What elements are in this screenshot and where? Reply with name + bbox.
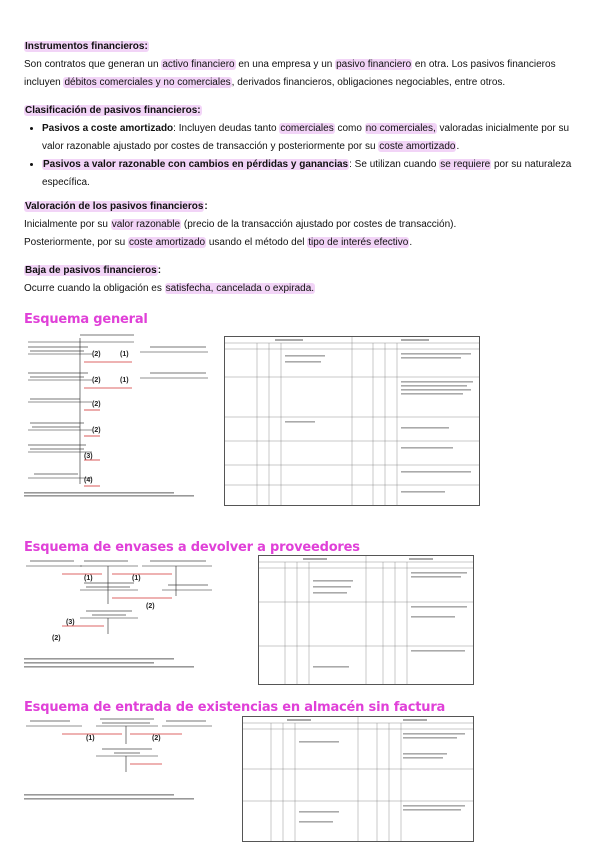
tiny-text-bar — [403, 737, 457, 739]
tiny-text-bar — [92, 614, 126, 616]
text: : Incluyen deudas tanto — [173, 123, 280, 134]
tiny-text-bar — [30, 560, 74, 562]
text: . — [456, 141, 460, 152]
table-lines — [243, 717, 473, 841]
step-number: (2) — [92, 401, 101, 408]
tiny-text-bar — [303, 558, 327, 560]
tiny-text-bar — [401, 491, 445, 493]
tiny-text-bar — [403, 805, 465, 807]
section-title: Baja de pasivos financieros — [25, 265, 157, 276]
step-number: (1) — [86, 735, 95, 742]
tiny-text-bar — [403, 733, 465, 735]
tiny-text-bar — [24, 798, 194, 800]
tiny-text-bar — [403, 719, 427, 721]
section-title: Instrumentos financieros: — [25, 41, 148, 52]
highlight: pasivo financiero — [336, 59, 412, 70]
tiny-text-bar — [401, 385, 467, 387]
section-instrumentos — [24, 38, 576, 92]
text: valoradas inicialmente por su valor razonable ajustado por costes de transacción y posteriormente por su — [42, 123, 570, 152]
tiny-text-bar — [168, 584, 208, 586]
bold-text: Pasivos a coste amortizado — [42, 123, 174, 134]
tiny-text-bar — [86, 610, 132, 612]
tiny-text-bar — [411, 572, 467, 574]
tiny-text-bar — [411, 576, 461, 578]
step-number: (2) — [92, 377, 101, 384]
section-title: Valoración de los pasivos financieros — [25, 201, 204, 212]
text: como — [334, 123, 365, 134]
text: (precio de la transacción ajustado por costes de transacción). — [181, 219, 457, 230]
tiny-text-bar — [24, 495, 194, 497]
tiny-text-bar — [313, 586, 351, 588]
tiny-text-bar — [150, 560, 206, 562]
text: , derivados financieros, obligaciones negociables, entre otros. — [231, 77, 506, 88]
step-number: (2) — [92, 351, 101, 358]
highlight: valor razonable — [111, 219, 181, 230]
tiny-text-bar — [313, 592, 347, 594]
text: Inicialmente por su — [24, 219, 111, 230]
list-item — [42, 120, 576, 156]
tiny-text-bar — [30, 398, 80, 400]
tiny-text-bar — [403, 809, 461, 811]
step-number: (4) — [84, 477, 93, 484]
text: en otra. Los pasivos financieros — [412, 59, 556, 70]
step-number: (1) — [120, 351, 129, 358]
text: por su naturaleza específica. — [42, 159, 572, 188]
highlight: coste amortizado — [379, 141, 456, 152]
text: : — [157, 265, 162, 276]
tiny-text-bar — [30, 350, 84, 352]
tiny-text-bar — [28, 346, 88, 348]
accounting-table — [242, 716, 474, 842]
scheme-title: Esquema de entrada de existencias en almacén sin factura — [24, 700, 446, 715]
tiny-text-bar — [24, 666, 194, 668]
section-baja — [24, 262, 576, 298]
tiny-text-bar — [84, 582, 134, 584]
tiny-text-bar — [401, 353, 471, 355]
tiny-text-bar — [401, 471, 471, 473]
text: : — [204, 201, 208, 212]
tiny-text-bar — [403, 757, 443, 759]
scheme-diagram — [22, 556, 222, 686]
highlight: tipo de interés efectivo — [308, 237, 409, 248]
tiny-text-bar — [30, 376, 84, 378]
tiny-text-bar — [34, 473, 78, 475]
text: . — [409, 237, 413, 248]
tiny-text-bar — [28, 372, 88, 374]
tiny-text-bar — [150, 346, 206, 348]
scheme-diagram — [22, 716, 222, 826]
tiny-text-bar — [411, 650, 465, 652]
tiny-text-bar — [114, 752, 140, 754]
tiny-text-bar — [84, 560, 128, 562]
text: Ocurre cuando la obligación es — [24, 283, 165, 294]
tiny-text-bar — [275, 339, 303, 341]
highlight: coste amortizado — [128, 237, 206, 248]
tiny-text-bar — [409, 558, 433, 560]
bold-text: Pasivos a valor razonable con cambios en pérdidas y ganancias — [43, 159, 349, 170]
tiny-text-bar — [102, 722, 150, 724]
tiny-text-bar — [401, 339, 429, 341]
tiny-text-bar — [401, 389, 471, 391]
text: en una empresa y un — [235, 59, 336, 70]
step-number: (2) — [52, 635, 61, 642]
tiny-text-bar — [411, 606, 467, 608]
tiny-text-bar — [30, 720, 70, 722]
tiny-text-bar — [285, 355, 325, 357]
list-item — [42, 156, 576, 192]
highlight: se requiere — [440, 159, 491, 170]
highlight: activo financiero — [162, 59, 235, 70]
text: Son contratos que generan un — [24, 59, 162, 70]
scheme-title: Esquema general — [24, 312, 148, 327]
step-number: (2) — [146, 603, 155, 610]
text: Posteriormente, por su — [24, 237, 128, 248]
tiny-text-bar — [401, 381, 473, 383]
tiny-text-bar — [285, 421, 315, 423]
highlight: débitos comerciales y no comerciales — [64, 77, 231, 88]
step-number: (3) — [66, 619, 75, 626]
text: usando el método del — [206, 237, 308, 248]
tiny-text-bar — [30, 448, 84, 450]
step-number: (1) — [120, 377, 129, 384]
tiny-text-bar — [80, 334, 134, 336]
step-number: (3) — [84, 453, 93, 460]
scheme-diagram — [22, 328, 222, 498]
tiny-text-bar — [401, 447, 453, 449]
tiny-text-bar — [28, 444, 86, 446]
tiny-text-bar — [285, 361, 321, 363]
tiny-text-bar — [24, 492, 174, 494]
tiny-text-bar — [313, 666, 349, 668]
section-valoracion — [24, 198, 576, 252]
section-title: Clasificación de pasivos financieros: — [25, 105, 201, 116]
accounting-table — [258, 555, 474, 685]
tiny-text-bar — [100, 718, 154, 720]
tiny-text-bar — [32, 426, 80, 428]
highlight: satisfecha, cancelada o expirada. — [165, 283, 315, 294]
tiny-text-bar — [401, 427, 449, 429]
step-number: (1) — [132, 575, 141, 582]
tiny-text-bar — [102, 748, 152, 750]
highlight: no comerciales, — [365, 123, 436, 134]
tiny-text-bar — [411, 616, 455, 618]
tiny-text-bar — [299, 821, 333, 823]
scheme-title: Esquema de envases a devolver a proveedores — [24, 540, 360, 555]
section-clasificacion — [24, 102, 576, 192]
tiny-text-bar — [401, 393, 463, 395]
tiny-text-bar — [299, 811, 339, 813]
text: : Se utilizan cuando — [349, 159, 440, 170]
tiny-text-bar — [313, 580, 353, 582]
tiny-text-bar — [287, 719, 311, 721]
step-number: (2) — [92, 427, 101, 434]
accounting-table — [224, 336, 480, 506]
tiny-text-bar — [24, 662, 154, 664]
tiny-text-bar — [30, 422, 84, 424]
table-lines — [225, 337, 479, 505]
tiny-text-bar — [24, 794, 174, 796]
text: incluyen — [24, 77, 64, 88]
tiny-text-bar — [403, 753, 447, 755]
step-number: (2) — [152, 735, 161, 742]
tiny-text-bar — [299, 741, 339, 743]
tiny-text-bar — [150, 372, 206, 374]
tiny-text-bar — [24, 658, 174, 660]
tiny-text-bar — [166, 720, 206, 722]
highlight: comerciales — [280, 123, 334, 134]
step-number: (1) — [84, 575, 93, 582]
table-lines — [259, 556, 473, 684]
tiny-text-bar — [401, 357, 461, 359]
